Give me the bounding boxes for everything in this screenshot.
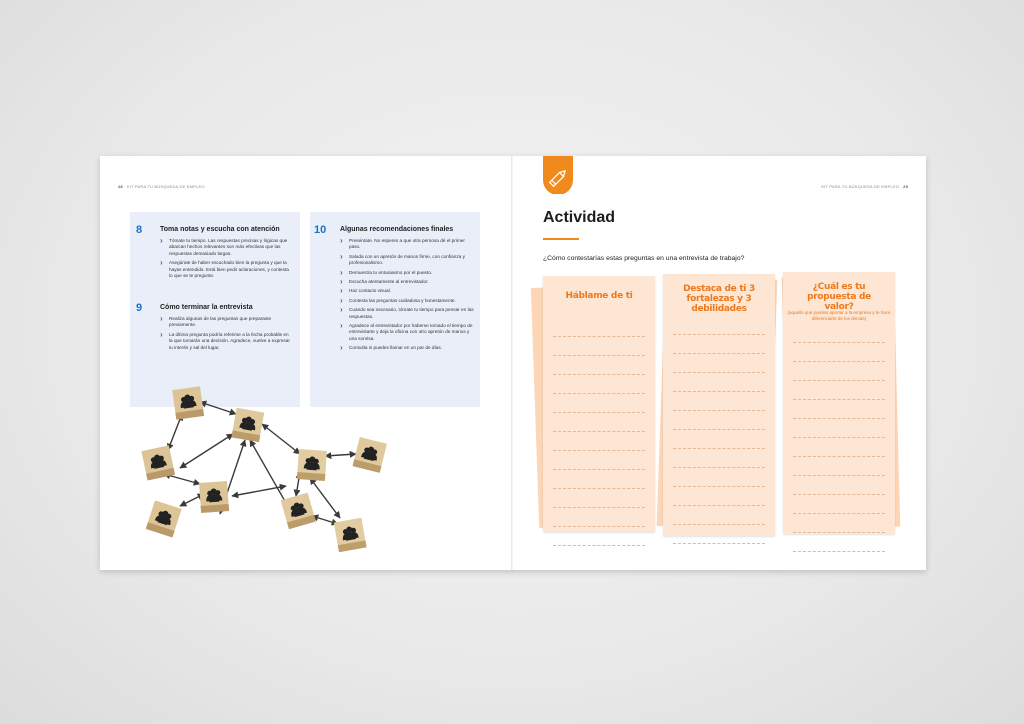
right-running-head-text: KIT PARA TU BÚSQUEDA DE EMPLEO bbox=[821, 184, 900, 189]
activity-title: Actividad bbox=[543, 209, 616, 226]
tips-box-left bbox=[130, 212, 300, 407]
list-item: › Cuando sea necesario, tómate tu tiempo para pensar en las respuestas. bbox=[340, 307, 474, 320]
section-title-8: Toma notas y escucha con atención bbox=[160, 226, 280, 233]
left-running-head bbox=[118, 184, 205, 189]
right-page-number: 29 bbox=[903, 184, 908, 189]
list-item: › Demuestra tu entusiasmo por el puesto. bbox=[340, 270, 474, 276]
card-title: ¿Cuál es tu propuesta de valor? bbox=[807, 282, 871, 312]
pencil-icon bbox=[543, 156, 573, 194]
list-item: › Consulta si puedes llamar en un par de días. bbox=[340, 345, 474, 351]
left-page-number: 28 bbox=[118, 184, 123, 189]
answer-lines[interactable] bbox=[553, 318, 645, 546]
answer-card-3[interactable] bbox=[783, 272, 895, 534]
activity-question: ¿Cómo contestarías estas preguntas en una entrevista de trabajo? bbox=[543, 255, 745, 262]
section-title-9: Cómo terminar la entrevista bbox=[160, 304, 253, 311]
list-item: › Preséntate. No esperes a que otra persona dé el primer paso. bbox=[340, 238, 474, 251]
right-page bbox=[513, 156, 926, 570]
title-underline bbox=[543, 238, 579, 240]
list-item: › La última pregunta podría referirse a la fecha probable en la que tomarán una decisión. Agradece, vuelve a expresar tu interés y sal del lugar. bbox=[160, 332, 292, 351]
card-subtitle: (aquello que puedes aportar a la empresa y te hace diferenciarte de los demás) bbox=[787, 310, 891, 321]
list-item: › Contesta las preguntas cuidadosa y honestamente. bbox=[340, 298, 474, 304]
section-list-8 bbox=[160, 238, 292, 282]
document-spread bbox=[100, 156, 926, 570]
network-people-blocks-icon bbox=[100, 384, 512, 570]
list-item: › Haz contacto visual. bbox=[340, 288, 474, 294]
tips-box-right bbox=[310, 212, 480, 407]
left-page bbox=[100, 156, 512, 570]
left-running-head-text: KIT PARA TU BÚSQUEDA DE EMPLEO bbox=[126, 184, 205, 189]
card-title: Háblame de ti bbox=[565, 291, 633, 301]
list-item: › Realiza algunas de las preguntas que preparaste previamente. bbox=[160, 316, 292, 329]
card-title: Destaca de ti 3 fortalezas y 3 debilidades bbox=[683, 284, 755, 314]
answer-lines[interactable] bbox=[673, 316, 765, 544]
section-number-9: 9 bbox=[136, 302, 143, 314]
list-item: › Asegúrate de haber escuchado bien la pregunta y que la hayas entendido. Está bien pedir aclaraciones, y contesta lo que se te pregunte. bbox=[160, 260, 292, 279]
section-number-10: 10 bbox=[314, 224, 327, 236]
right-running-head bbox=[821, 184, 908, 189]
list-item: › Tómate tu tiempo. Las respuestas precisas y lógicas que abarcan hechos relevantes son más efectivas que las respuestas demasiado largas. bbox=[160, 238, 292, 257]
list-item: › Agradece al entrevistador por haberse tomado el tiempo de entrevistarte y deja la oficina con otro apretón de manos y una sonrisa. bbox=[340, 323, 474, 342]
section-number-8: 8 bbox=[136, 224, 143, 236]
list-item: › Saluda con un apretón de manos firme, con confianza y profesionalismo. bbox=[340, 254, 474, 267]
list-item: › Escucha atentamente al entrevistador. bbox=[340, 279, 474, 285]
answer-lines[interactable] bbox=[793, 324, 885, 552]
answer-card-1[interactable] bbox=[543, 276, 655, 532]
section-list-10 bbox=[340, 238, 474, 355]
section-title-10: Algunas recomendaciones finales bbox=[340, 226, 454, 233]
section-list-9 bbox=[160, 316, 292, 354]
answer-card-2[interactable] bbox=[663, 274, 775, 536]
